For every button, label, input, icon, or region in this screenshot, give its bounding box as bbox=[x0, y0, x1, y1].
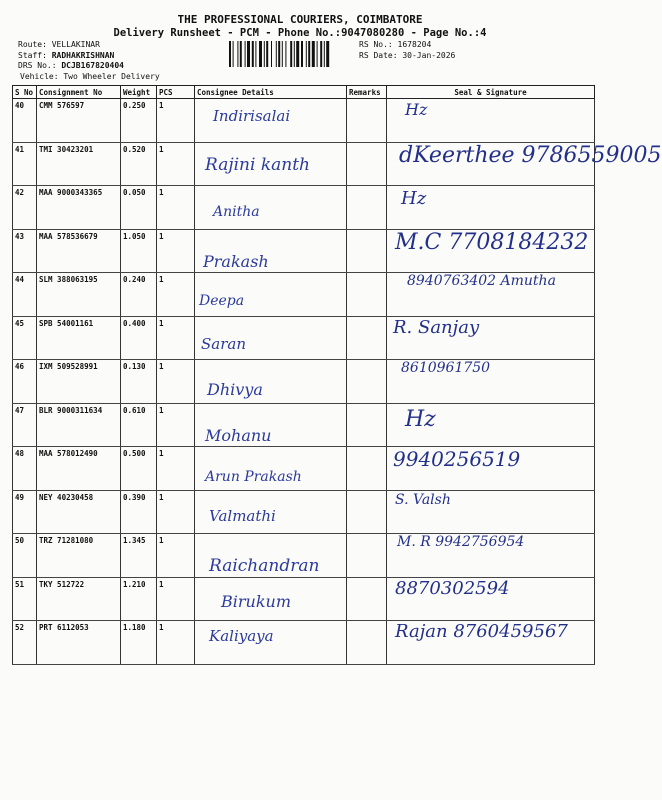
cell-pcs: 1 bbox=[157, 490, 195, 534]
meta-right bbox=[359, 40, 455, 61]
cell-sno: 44 bbox=[13, 273, 37, 317]
cell-consignment-no: MAA 578012490 bbox=[37, 447, 121, 491]
signature-handwriting: Hz bbox=[405, 406, 436, 432]
cell-consignee bbox=[195, 186, 347, 230]
document-title: THE PROFESSIONAL COURIERS, COIMBATORE bbox=[177, 13, 423, 26]
table-row bbox=[13, 577, 595, 621]
cell-signature bbox=[387, 577, 595, 621]
drs-label: DRS No.: bbox=[18, 61, 57, 70]
cell-pcs: 1 bbox=[157, 186, 195, 230]
cell-sno: 46 bbox=[13, 360, 37, 404]
table-row bbox=[13, 142, 595, 186]
cell-remarks bbox=[347, 447, 387, 491]
signature-handwriting: Hz bbox=[401, 188, 427, 209]
signature-handwriting: Rajan 8760459567 bbox=[395, 621, 568, 642]
drs-line bbox=[18, 61, 160, 72]
barcode-bar bbox=[294, 41, 295, 67]
barcode-bar bbox=[237, 41, 238, 67]
date-line bbox=[359, 51, 455, 62]
barcode-bar bbox=[252, 41, 254, 67]
cell-pcs: 1 bbox=[157, 142, 195, 186]
consignee-handwriting: Arun Prakash bbox=[205, 469, 302, 485]
barcode-bar bbox=[240, 41, 242, 67]
cell-weight: 0.240 bbox=[121, 273, 157, 317]
barcode-bar bbox=[282, 41, 283, 67]
vehicle-value: Two Wheeler Delivery bbox=[63, 71, 160, 81]
cell-consignee bbox=[195, 447, 347, 491]
barcode-bar bbox=[306, 41, 307, 67]
cell-signature bbox=[387, 142, 662, 186]
table-row bbox=[13, 534, 595, 578]
cell-weight: 1.210 bbox=[121, 577, 157, 621]
consignee-handwriting: Valmathi bbox=[209, 506, 276, 525]
cell-sno: 51 bbox=[13, 577, 37, 621]
staff-label: Staff: bbox=[18, 50, 47, 60]
cell-remarks bbox=[347, 273, 387, 317]
cell-weight: 0.050 bbox=[121, 186, 157, 230]
cell-signature bbox=[387, 273, 595, 317]
barcode-bar bbox=[290, 41, 292, 67]
cell-consignment-no: MAA 578536679 bbox=[37, 229, 121, 273]
consignee-handwriting: Prakash bbox=[203, 251, 269, 271]
cell-consignee bbox=[195, 229, 347, 273]
barcode-bar bbox=[312, 41, 315, 67]
signature-handwriting: R. Sanjay bbox=[393, 316, 480, 338]
barcode-bar bbox=[324, 41, 325, 67]
rs-value: 1678204 bbox=[397, 40, 432, 49]
consignee-handwriting: Deepa bbox=[199, 293, 245, 309]
cell-sno: 47 bbox=[13, 403, 37, 447]
barcode-bar bbox=[247, 41, 250, 67]
cell-weight: 0.250 bbox=[121, 99, 157, 143]
cell-remarks bbox=[347, 403, 387, 447]
cell-sno: 41 bbox=[13, 142, 37, 186]
cell-signature bbox=[387, 360, 595, 404]
signature-handwriting: dKeerthee 9786559005 bbox=[399, 142, 662, 168]
cell-consignment-no: PRT 6112053 bbox=[37, 621, 121, 665]
table-row bbox=[13, 99, 595, 143]
cell-signature bbox=[387, 447, 595, 491]
col-consignment: Consignment No bbox=[37, 86, 121, 99]
cell-pcs: 1 bbox=[157, 621, 195, 665]
signature-handwriting: S. Valsh bbox=[395, 491, 451, 508]
cell-consignment-no: IXM 509528991 bbox=[37, 360, 121, 404]
barcode-bar bbox=[285, 41, 286, 67]
cell-consignment-no: MAA 9000343365 bbox=[37, 186, 121, 230]
cell-consignee bbox=[195, 142, 347, 186]
cell-sno: 40 bbox=[13, 99, 37, 143]
table-row bbox=[13, 490, 595, 534]
vehicle-label: Vehicle: bbox=[20, 71, 59, 81]
cell-consignment-no: SPB 54001161 bbox=[37, 316, 121, 360]
signature-handwriting: 8610961750 bbox=[401, 360, 491, 376]
document-subtitle: Delivery Runsheet - PCM - Phone No.:9047080280 - Page No.:4 bbox=[113, 27, 487, 39]
barcode-bar bbox=[264, 41, 265, 67]
cell-pcs: 1 bbox=[157, 229, 195, 273]
cell-signature bbox=[387, 316, 595, 360]
signature-handwriting: 9940256519 bbox=[393, 447, 521, 471]
cell-sno: 52 bbox=[13, 621, 37, 665]
cell-consignment-no: CMM 576597 bbox=[37, 99, 121, 143]
barcode-bar bbox=[229, 41, 231, 67]
cell-consignment-no: TRZ 71281080 bbox=[37, 534, 121, 578]
cell-sno: 42 bbox=[13, 186, 37, 230]
cell-consignee bbox=[195, 99, 347, 143]
barcode-bar bbox=[255, 41, 256, 67]
barcode-bar bbox=[259, 41, 262, 67]
cell-consignment-no: SLM 388063195 bbox=[37, 273, 121, 317]
route-value: VELLAKINAR bbox=[51, 40, 100, 49]
barcode-bar bbox=[296, 41, 299, 67]
cell-weight: 0.400 bbox=[121, 316, 157, 360]
cell-sno: 45 bbox=[13, 316, 37, 360]
cell-consignee bbox=[195, 403, 347, 447]
table-row bbox=[13, 360, 595, 404]
signature-handwriting: 8940763402 Amutha bbox=[407, 273, 556, 289]
signature-handwriting: M.C 7708184232 bbox=[395, 229, 589, 255]
cell-signature bbox=[387, 490, 595, 534]
cell-pcs: 1 bbox=[157, 447, 195, 491]
cell-consignment-no: NEY 40230458 bbox=[37, 490, 121, 534]
cell-consignee bbox=[195, 534, 347, 578]
table-row bbox=[13, 229, 595, 273]
cell-remarks bbox=[347, 316, 387, 360]
cell-remarks bbox=[347, 490, 387, 534]
barcode-bar bbox=[317, 41, 318, 67]
cell-remarks bbox=[347, 186, 387, 230]
cell-weight: 0.520 bbox=[121, 142, 157, 186]
col-consignee: Consignee Details bbox=[195, 86, 347, 99]
route-label: Route: bbox=[18, 40, 47, 49]
route-line bbox=[18, 40, 160, 51]
cell-signature bbox=[387, 99, 595, 143]
barcode-bar bbox=[320, 41, 322, 67]
table-row bbox=[13, 403, 595, 447]
cell-remarks bbox=[347, 99, 387, 143]
barcode-bar bbox=[266, 41, 268, 67]
cell-consignment-no: BLR 9000311634 bbox=[37, 403, 121, 447]
table-header-row bbox=[13, 86, 595, 99]
vehicle-line bbox=[20, 72, 160, 83]
cell-weight: 1.345 bbox=[121, 534, 157, 578]
staff-line bbox=[18, 51, 160, 62]
col-remarks: Remarks bbox=[347, 86, 387, 99]
rs-label: RS No.: bbox=[359, 40, 393, 49]
col-signature: Seal & Signature bbox=[387, 86, 595, 99]
cell-pcs: 1 bbox=[157, 273, 195, 317]
consignee-handwriting: Rajini kanth bbox=[205, 154, 310, 175]
barcode-bar bbox=[271, 41, 272, 67]
cell-pcs: 1 bbox=[157, 403, 195, 447]
signature-handwriting: M. R 9942756954 bbox=[397, 534, 525, 550]
col-pcs: PCS bbox=[157, 86, 195, 99]
barcode-bar bbox=[276, 41, 277, 67]
cell-remarks bbox=[347, 360, 387, 404]
cell-signature bbox=[387, 403, 595, 447]
cell-remarks bbox=[347, 229, 387, 273]
cell-weight: 0.610 bbox=[121, 403, 157, 447]
signature-handwriting: Hz bbox=[405, 100, 428, 119]
barcode-bar bbox=[301, 41, 303, 67]
barcode-bar bbox=[245, 41, 246, 67]
cell-consignee bbox=[195, 577, 347, 621]
drs-value: DCJB167820404 bbox=[61, 61, 124, 70]
consignee-handwriting: Birukum bbox=[221, 591, 291, 611]
col-sno: S No bbox=[13, 86, 37, 99]
cell-sno: 43 bbox=[13, 229, 37, 273]
cell-consignee bbox=[195, 360, 347, 404]
cell-signature bbox=[387, 229, 595, 273]
cell-sno: 50 bbox=[13, 534, 37, 578]
rs-line bbox=[359, 40, 455, 51]
cell-weight: 0.500 bbox=[121, 447, 157, 491]
table-row bbox=[13, 316, 595, 360]
cell-remarks bbox=[347, 621, 387, 665]
cell-weight: 1.050 bbox=[121, 229, 157, 273]
barcode-image bbox=[229, 41, 355, 67]
cell-consignee bbox=[195, 273, 347, 317]
consignee-handwriting: Saran bbox=[201, 334, 246, 353]
cell-signature bbox=[387, 186, 595, 230]
cell-consignment-no: TMI 30423201 bbox=[37, 142, 121, 186]
table-row bbox=[13, 186, 595, 230]
cell-pcs: 1 bbox=[157, 360, 195, 404]
cell-weight: 0.390 bbox=[121, 490, 157, 534]
cell-consignee bbox=[195, 490, 347, 534]
cell-consignee bbox=[195, 316, 347, 360]
cell-consignee bbox=[195, 621, 347, 665]
consignee-handwriting: Raichandran bbox=[209, 556, 320, 576]
cell-pcs: 1 bbox=[157, 534, 195, 578]
meta-left bbox=[18, 40, 160, 82]
consignee-handwriting: Indirisalai bbox=[213, 107, 291, 125]
cell-weight: 1.180 bbox=[121, 621, 157, 665]
cell-sno: 49 bbox=[13, 490, 37, 534]
cell-consignment-no: TKY 512722 bbox=[37, 577, 121, 621]
cell-sno: 48 bbox=[13, 447, 37, 491]
staff-value: RADHAKRISHNAN bbox=[51, 50, 115, 60]
barcode-bar bbox=[233, 41, 234, 67]
cell-remarks bbox=[347, 142, 387, 186]
cell-remarks bbox=[347, 534, 387, 578]
col-weight: Weight bbox=[121, 86, 157, 99]
consignee-handwriting: Kaliyaya bbox=[209, 627, 274, 645]
runsheet-table bbox=[12, 85, 662, 665]
date-value: 30-Jan-2026 bbox=[402, 50, 456, 60]
table-row bbox=[13, 621, 595, 665]
signature-handwriting: 8870302594 bbox=[395, 577, 510, 599]
cell-pcs: 1 bbox=[157, 99, 195, 143]
cell-remarks bbox=[347, 577, 387, 621]
cell-signature bbox=[387, 534, 595, 578]
consignee-handwriting: Mohanu bbox=[205, 425, 272, 445]
cell-pcs: 1 bbox=[157, 577, 195, 621]
barcode-bar bbox=[278, 41, 280, 67]
table-row bbox=[13, 273, 595, 317]
cell-weight: 0.130 bbox=[121, 360, 157, 404]
cell-pcs: 1 bbox=[157, 316, 195, 360]
consignee-handwriting: Anitha bbox=[213, 204, 260, 220]
cell-signature bbox=[387, 621, 595, 665]
barcode-bar bbox=[308, 41, 310, 67]
barcode-bar bbox=[326, 41, 329, 67]
date-label: RS Date: bbox=[359, 50, 398, 60]
table-row bbox=[13, 447, 595, 491]
consignee-handwriting: Dhivya bbox=[207, 380, 263, 399]
